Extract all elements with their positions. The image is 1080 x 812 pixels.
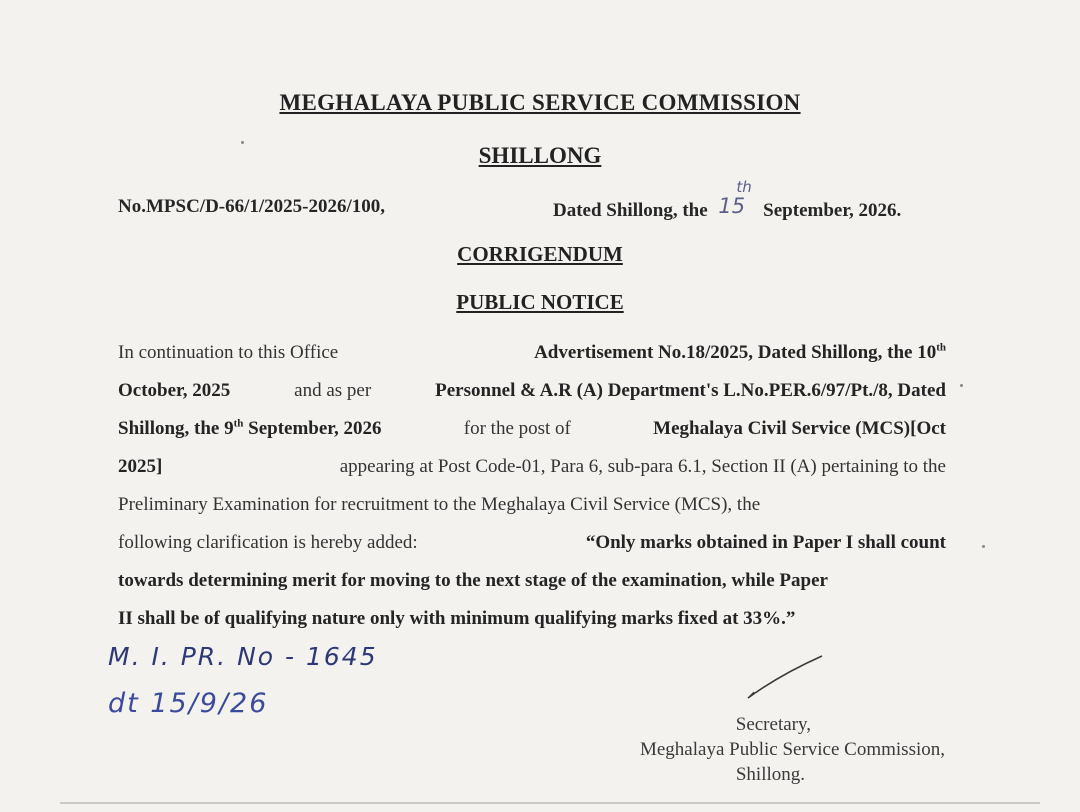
body-text-segment: following clarification is hereby added: xyxy=(118,532,418,553)
reference-date xyxy=(553,178,902,222)
handwritten-receipt-date: dt 15/9/26 xyxy=(108,688,269,719)
body-line-8 xyxy=(118,600,946,638)
body-text-segment: appearing at Post Code-01, Para 6, sub-para 6.1, Section II (A) pertaining to the xyxy=(339,456,946,477)
notice-body xyxy=(118,334,946,638)
location-heading: SHILLONG xyxy=(478,143,602,168)
handwritten-receipt-number: M. I. PR. No - 1645 xyxy=(108,642,378,671)
signatory-organization: Meghalaya Public Service Commission, xyxy=(639,739,945,760)
signatory-place: Shillong. xyxy=(735,764,805,785)
ordinal-suffix: th xyxy=(936,341,946,354)
letter-date-text: Shillong, the 9 xyxy=(118,418,234,439)
clarification-quote-start: “Only marks obtained in Paper I shall count xyxy=(585,532,946,553)
signature-block xyxy=(585,712,945,787)
page-bottom-edge xyxy=(60,802,1040,804)
handwritten-day-number: 15 xyxy=(718,194,746,218)
department-letter-reference: Personnel & A.R (A) Department's L.No.PER.6/97/Pt./8, Dated xyxy=(435,380,946,401)
body-line-5 xyxy=(118,486,946,524)
corrigendum-title: CORRIGENDUM xyxy=(457,242,623,266)
post-year: 2025] xyxy=(118,456,163,477)
body-line-2 xyxy=(118,372,946,410)
scan-speck xyxy=(982,545,985,548)
date-prefix: Dated Shillong, the xyxy=(553,200,708,221)
reference-number: No.MPSC/D-66/1/2025-2026/100, xyxy=(118,196,386,217)
handwritten-day-suffix: th xyxy=(736,178,752,196)
post-name: Meghalaya Civil Service (MCS)[Oct xyxy=(653,418,946,439)
body-text-segment: In continuation to this Office xyxy=(118,342,339,363)
date-suffix: September, 2026. xyxy=(763,200,902,221)
body-line-7 xyxy=(118,562,946,600)
clarification-quote-end: II shall be of qualifying nature only with minimum qualifying marks fixed at 33%.” xyxy=(118,608,796,629)
scan-speck xyxy=(241,141,244,144)
public-notice-title: PUBLIC NOTICE xyxy=(456,290,624,314)
ordinal-suffix: th xyxy=(233,417,244,430)
scan-speck xyxy=(960,384,963,387)
body-line-4 xyxy=(118,448,946,486)
advertisement-reference-text: Advertisement No.18/2025, Dated Shillong, the 10 xyxy=(534,342,937,363)
advertisement-date: October, 2025 xyxy=(118,380,231,401)
signature-mark xyxy=(740,652,830,704)
clarification-quote-middle: towards determining merit for moving to the next stage of the examination, while Paper xyxy=(118,570,828,591)
body-line-6 xyxy=(118,524,946,562)
letter-date xyxy=(118,410,382,448)
organization-heading: MEGHALAYA PUBLIC SERVICE COMMISSION xyxy=(279,90,801,115)
body-line-3 xyxy=(118,410,946,448)
body-text-segment: for the post of xyxy=(463,418,571,439)
letter-date-month: September, 2026 xyxy=(248,418,382,439)
handwritten-day xyxy=(712,178,758,218)
signatory-title: Secretary, xyxy=(735,714,811,735)
body-line-1 xyxy=(118,334,946,372)
advertisement-reference xyxy=(534,334,946,372)
body-text-segment: Preliminary Examination for recruitment to the Meghalaya Civil Service (MCS), the xyxy=(118,494,761,515)
body-text-segment: and as per xyxy=(294,380,372,401)
